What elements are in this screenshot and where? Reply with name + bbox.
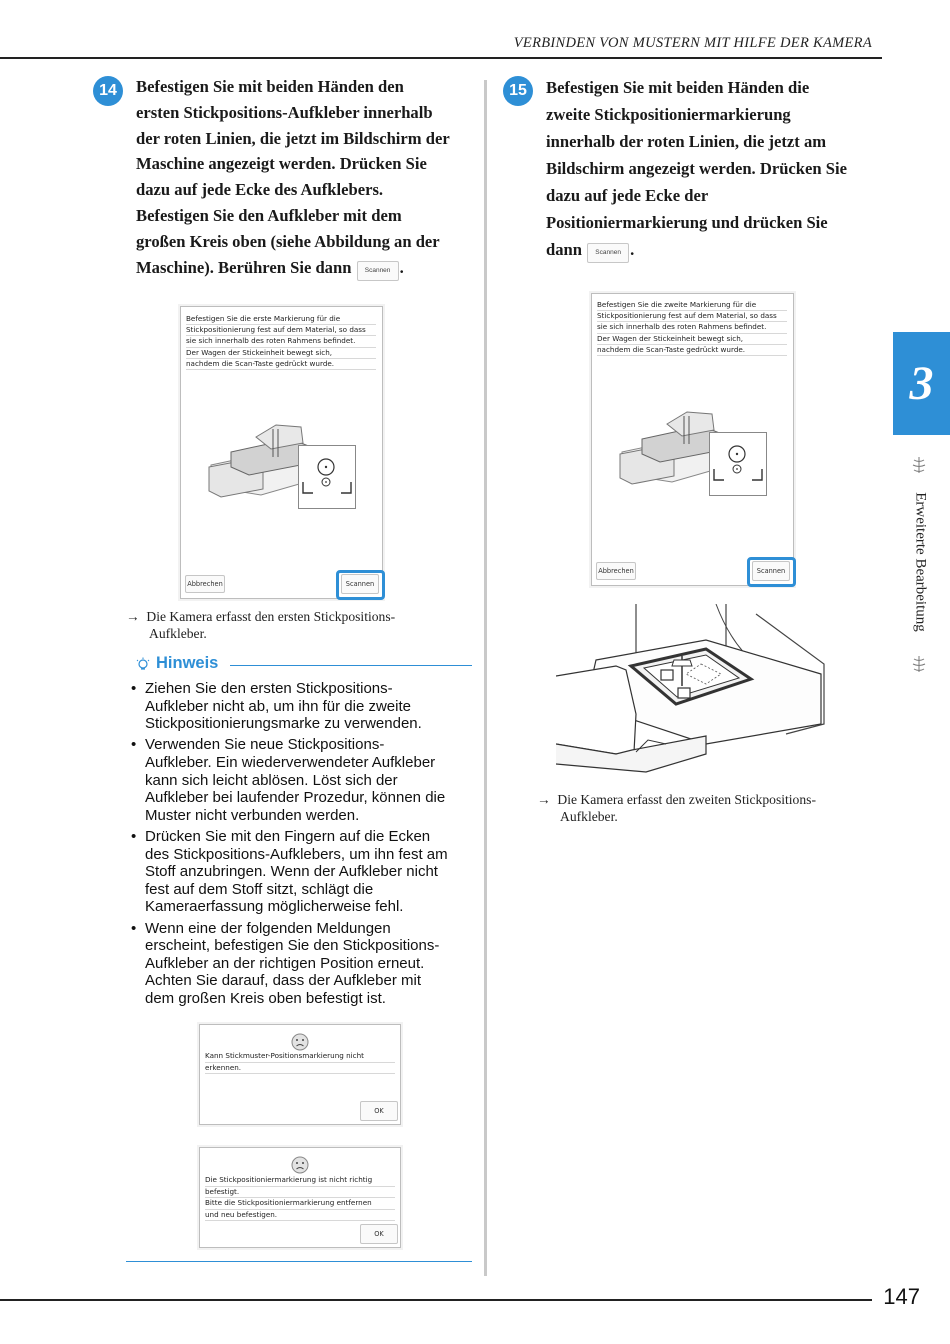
- note-line: erscheint, befestigen Sie den Stickpositions-: [145, 937, 440, 955]
- step-15-line: dann: [546, 240, 582, 259]
- sad-face-icon: [291, 1033, 309, 1051]
- chapter-side-label: [912, 446, 929, 678]
- bullet: •: [131, 827, 137, 845]
- error-message-line: Kann Stickmuster-Positionsmarkierung nicht: [205, 1051, 395, 1063]
- camera-preview-frame: [709, 432, 767, 496]
- note-line: Aufkleber. Ein wiederverwendeter Aufkleber: [145, 753, 436, 771]
- page-number: 147: [883, 1284, 920, 1309]
- running-header: VERBINDEN VON MUSTERN MIT HILFE DER KAMERA: [513, 35, 872, 51]
- screen-message-line: Befestigen Sie die zweite Markierung für die: [597, 300, 787, 311]
- bullet: •: [131, 680, 137, 697]
- step-15-text: Befestigen Sie mit beiden Händen die zweite Stickpositioniermarkierung innerhalb der roten Linien, die jetzt am Bildschirm angezeigt werden. Drücken Sie dazu auf jede Ecke der Positioniermarkierung und drücken Sie dann Scannen .: [546, 74, 847, 263]
- error-dialog-1: [199, 1024, 401, 1125]
- result-line: Aufkleber.: [560, 809, 618, 824]
- step-14-line: Maschine angezeigt werden. Drücken Sie: [136, 154, 427, 174]
- error-message-line: Die Stickpositioniermarkierung ist nicht richtig: [205, 1175, 395, 1187]
- bullet: •: [131, 736, 137, 754]
- scan-button[interactable]: Scannen: [341, 574, 379, 594]
- screen-message-line: Der Wagen der Stickeinheit bewegt sich,: [597, 334, 787, 345]
- screen-message: [186, 314, 376, 370]
- column-divider: [484, 80, 487, 1276]
- step-14-line: ersten Stickpositions-Aufkleber innerhalb: [136, 102, 433, 122]
- note-line: Wenn eine der folgenden Meldungen: [145, 919, 391, 937]
- result-arrow: →: [126, 609, 140, 624]
- error-message-line: und neu befestigen.: [205, 1210, 395, 1222]
- footer-rule: [0, 1299, 872, 1301]
- note-line: Drücken Sie mit den Fingern auf die Ecken: [145, 827, 431, 845]
- screen-message-line: nachdem die Scan-Taste gedrückt wurde.: [597, 345, 787, 356]
- note-title: Hinweis: [156, 654, 219, 672]
- screen-message-line: sie sich innerhalb des roten Rahmens befindet.: [597, 322, 787, 333]
- ok-button[interactable]: OK: [360, 1224, 398, 1244]
- error-dialog-2: [199, 1147, 401, 1248]
- note-item: [131, 920, 476, 1008]
- error-message-line: befestigt.: [205, 1187, 395, 1199]
- ok-button[interactable]: OK: [360, 1101, 398, 1121]
- step-14-line: Befestigen Sie den Aufkleber mit dem: [136, 205, 402, 225]
- sad-face-icon: [291, 1156, 309, 1174]
- screen-message-line: nachdem die Scan-Taste gedrückt wurde.: [186, 359, 376, 370]
- screen-message-line: Stickpositionierung fest auf dem Material, so dass: [186, 325, 376, 336]
- step-15-line: Positioniermarkierung und drücken Sie: [546, 213, 828, 232]
- step-14-line: der roten Linien, die jetzt im Bildschirm der: [136, 128, 450, 148]
- note-line: Stickpositionierungsmarke zu verwenden.: [145, 715, 422, 733]
- note-line: kann sich leicht ablösen. Löst sich der: [145, 771, 398, 789]
- cancel-button[interactable]: Abbrechen: [596, 562, 636, 580]
- step-14-line: dazu auf jede Ecke des Aufklebers.: [136, 180, 384, 200]
- note-line: Aufkleber an der richtigen Position erneut.: [145, 954, 425, 972]
- machine-screen-step-14: [180, 306, 383, 599]
- position-marker-icon: [710, 433, 766, 495]
- error-message: [205, 1051, 395, 1074]
- note-item: [131, 680, 476, 733]
- sewing-machine-illustration: [556, 604, 826, 774]
- cancel-button[interactable]: Abbrechen: [185, 575, 225, 593]
- note-line: Achten Sie darauf, dass der Aufkleber mit: [145, 972, 421, 990]
- step-15-line: zweite Stickpositioniermarkierung: [546, 105, 791, 124]
- note-line: fest auf dem Stoff sitzt, schlägt die: [145, 880, 374, 898]
- screen-message: [597, 300, 787, 356]
- step-15-result: [537, 791, 816, 825]
- note-list: [131, 680, 476, 1011]
- scan-button[interactable]: Scannen: [752, 561, 790, 581]
- note-line: Stoff anzubringen. Wenn der Aufkleber nicht: [145, 863, 438, 881]
- step-14-number: 14: [93, 76, 123, 106]
- ornament-icon: [911, 655, 927, 673]
- step-15-line: Befestigen Sie mit beiden Händen die: [546, 78, 810, 97]
- step-15-line: innerhalb der roten Linien, die jetzt am: [546, 132, 827, 151]
- bullet: •: [131, 919, 137, 937]
- header-rule: [0, 57, 882, 59]
- note-line: des Stickpositions-Aufklebers, um ihn fest am: [145, 845, 448, 863]
- error-message: [205, 1175, 395, 1221]
- note-line: Ziehen Sie den ersten Stickpositions-: [145, 680, 393, 697]
- screen-message-line: Der Wagen der Stickeinheit bewegt sich,: [186, 348, 376, 359]
- scan-button-inline: Scannen: [357, 261, 399, 281]
- step-14-line: Maschine). Berühren Sie dann: [136, 257, 352, 277]
- position-marker-icon: [299, 446, 355, 508]
- screen-message-line: sie sich innerhalb des roten Rahmens befindet.: [186, 336, 376, 347]
- error-message-line: erkennen.: [205, 1063, 395, 1075]
- note-item: [131, 736, 476, 824]
- step-15-line: dazu auf jede Ecke der: [546, 186, 709, 205]
- note-line: Aufkleber nicht ab, um ihn für die zweite: [145, 697, 411, 715]
- step-14-result: [126, 608, 395, 642]
- step-15-number: 15: [503, 76, 533, 106]
- note-line: Muster nicht verbunden werden.: [145, 806, 360, 824]
- note-line: Verwenden Sie neue Stickpositions-: [145, 736, 385, 754]
- result-arrow: →: [537, 792, 551, 807]
- machine-screen-step-15: [591, 293, 794, 586]
- result-line: Aufkleber.: [149, 626, 207, 641]
- error-message-line: Bitte die Stickpositioniermarkierung entfernen: [205, 1198, 395, 1210]
- screen-message-line: Stickpositionierung fest auf dem Material, so dass: [597, 311, 787, 322]
- note-line: Kameraerfassung möglicherweise fehl.: [145, 898, 404, 916]
- note-line: dem großen Kreis oben befestigt ist.: [145, 989, 386, 1007]
- chapter-side-label-text: Erweiterte Bearbeitung: [912, 492, 929, 632]
- scan-button-inline: Scannen: [587, 243, 629, 263]
- camera-preview-frame: [298, 445, 356, 509]
- note-lightbulb-icon: [135, 657, 151, 673]
- step-14-text: Befestigen Sie mit beiden Händen den ersten Stickpositions-Aufkleber innerhalb der roten Linien, die jetzt im Bildschirm der Maschine angezeigt werden. Drücken Sie dazu auf jede Ecke des Aufklebers. Befestigen Sie den Aufkleber mit dem großen Kreis oben (siehe Abbildung an der Maschine). Berühren Sie dann Scannen .: [136, 74, 450, 281]
- result-line: Die Kamera erfasst den ersten Stickpositions-: [146, 609, 396, 624]
- result-line: Die Kamera erfasst den zweiten Stickpositions-: [557, 792, 816, 807]
- step-14-line: Befestigen Sie mit beiden Händen den: [136, 77, 404, 96]
- chapter-tab: 3: [893, 332, 950, 435]
- note-line: Aufkleber bei laufender Prozedur, können die: [145, 789, 446, 807]
- note-rule: [230, 665, 472, 666]
- step-14-line: großen Kreis oben (siehe Abbildung an der: [136, 231, 440, 251]
- note-bottom-rule: [126, 1261, 472, 1262]
- step-15-line: Bildschirm angezeigt werden. Drücken Sie: [546, 159, 847, 178]
- note-item: [131, 828, 476, 916]
- screen-message-line: Befestigen Sie die erste Markierung für die: [186, 314, 376, 325]
